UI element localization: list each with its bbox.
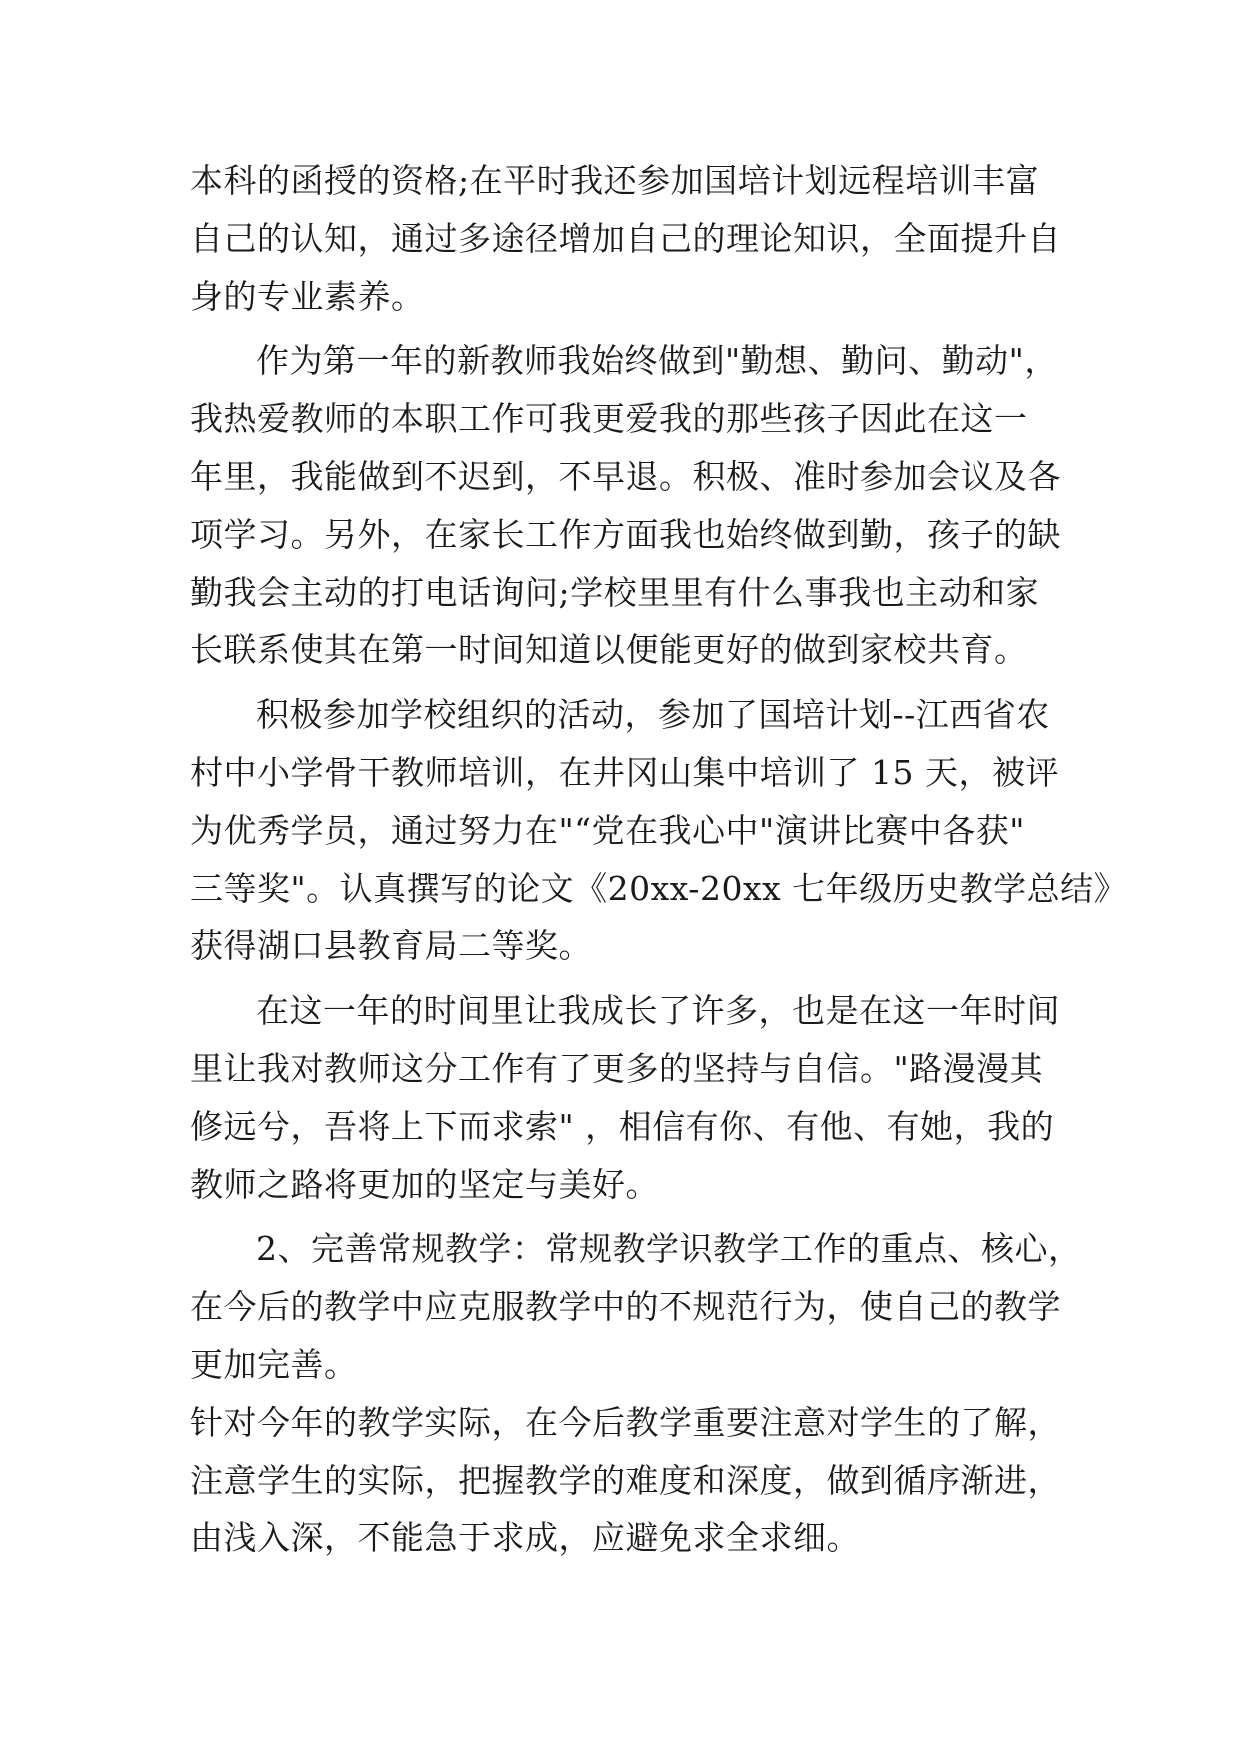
text-line: 三等奖"。认真撰写的论文《20xx-20xx 七年级历史教学总结》 xyxy=(190,868,1128,908)
text-line: 修远兮，吾将上下而求索" ，相信有你、有他、有她，我的 xyxy=(190,1106,1055,1146)
text-line: 由浅入深，不能急于求成，应避免求全求细。 xyxy=(190,1518,860,1558)
text-line: 里让我对教师这分工作有了更多的坚持与自信。"路漫漫其 xyxy=(190,1048,1044,1088)
text-line: 我热爱教师的本职工作可我更爱我的那些孩子因此在这一 xyxy=(190,399,1028,439)
text-line: 针对今年的教学实际，在今后教学重要注意对学生的了解， xyxy=(190,1402,1061,1442)
text-line: 为优秀学员，通过努力在"“党在我心中"演讲比赛中各获" xyxy=(190,810,1025,850)
text-line: 勤我会主动的打电话询问;学校里里有什么事我也主动和家 xyxy=(190,572,1040,612)
paragraph-5 xyxy=(190,1220,1082,1393)
paragraph-3 xyxy=(190,686,1128,975)
paragraph-1 xyxy=(190,152,1065,325)
text-line: 作为第一年的新教师我始终做到"勤想、勤问、勤动"， xyxy=(256,341,1058,381)
text-line: 积极参加学校组织的活动，参加了国培计划--江西省农 xyxy=(256,695,1050,735)
text-line: 长联系使其在第一时间知道以便能更好的做到家校共育。 xyxy=(190,630,1028,670)
text-line: 教师之路将更加的坚定与美好。 xyxy=(190,1164,659,1204)
paragraph-6 xyxy=(190,1394,1065,1567)
text-line: 身的专业素养。 xyxy=(190,276,425,316)
text-line: 在这一年的时间里让我成长了许多，也是在这一年时间 xyxy=(256,991,1060,1031)
text-line: 项学习。另外，在家长工作方面我也始终做到勤，孩子的缺 xyxy=(190,514,1061,554)
text-line: 注意学生的实际，把握教学的难度和深度，做到循序渐进， xyxy=(190,1460,1061,1500)
document-body xyxy=(190,152,1128,1567)
text-line: 在今后的教学中应克服教学中的不规范行为，使自己的教学 xyxy=(190,1287,1061,1327)
paragraph-4 xyxy=(190,982,1065,1213)
text-line: 自己的认知，通过多途径增加自己的理论知识，全面提升自 xyxy=(190,218,1061,258)
text-line: 2、完善常规教学：常规教学识教学工作的重点、核心， xyxy=(256,1229,1082,1269)
text-line: 年里，我能做到不迟到，不早退。积极、准时参加会议及各 xyxy=(190,456,1061,496)
text-line: 更加完善。 xyxy=(190,1344,358,1384)
text-line: 村中小学骨干教师培训，在井冈山集中培训了 15 天，被评 xyxy=(190,752,1059,792)
text-line: 获得湖口县教育局二等奖。 xyxy=(190,926,592,966)
text-line: 本科的函授的资格;在平时我还参加国培计划远程培训丰富 xyxy=(190,161,1040,200)
paragraph-2 xyxy=(190,332,1065,679)
